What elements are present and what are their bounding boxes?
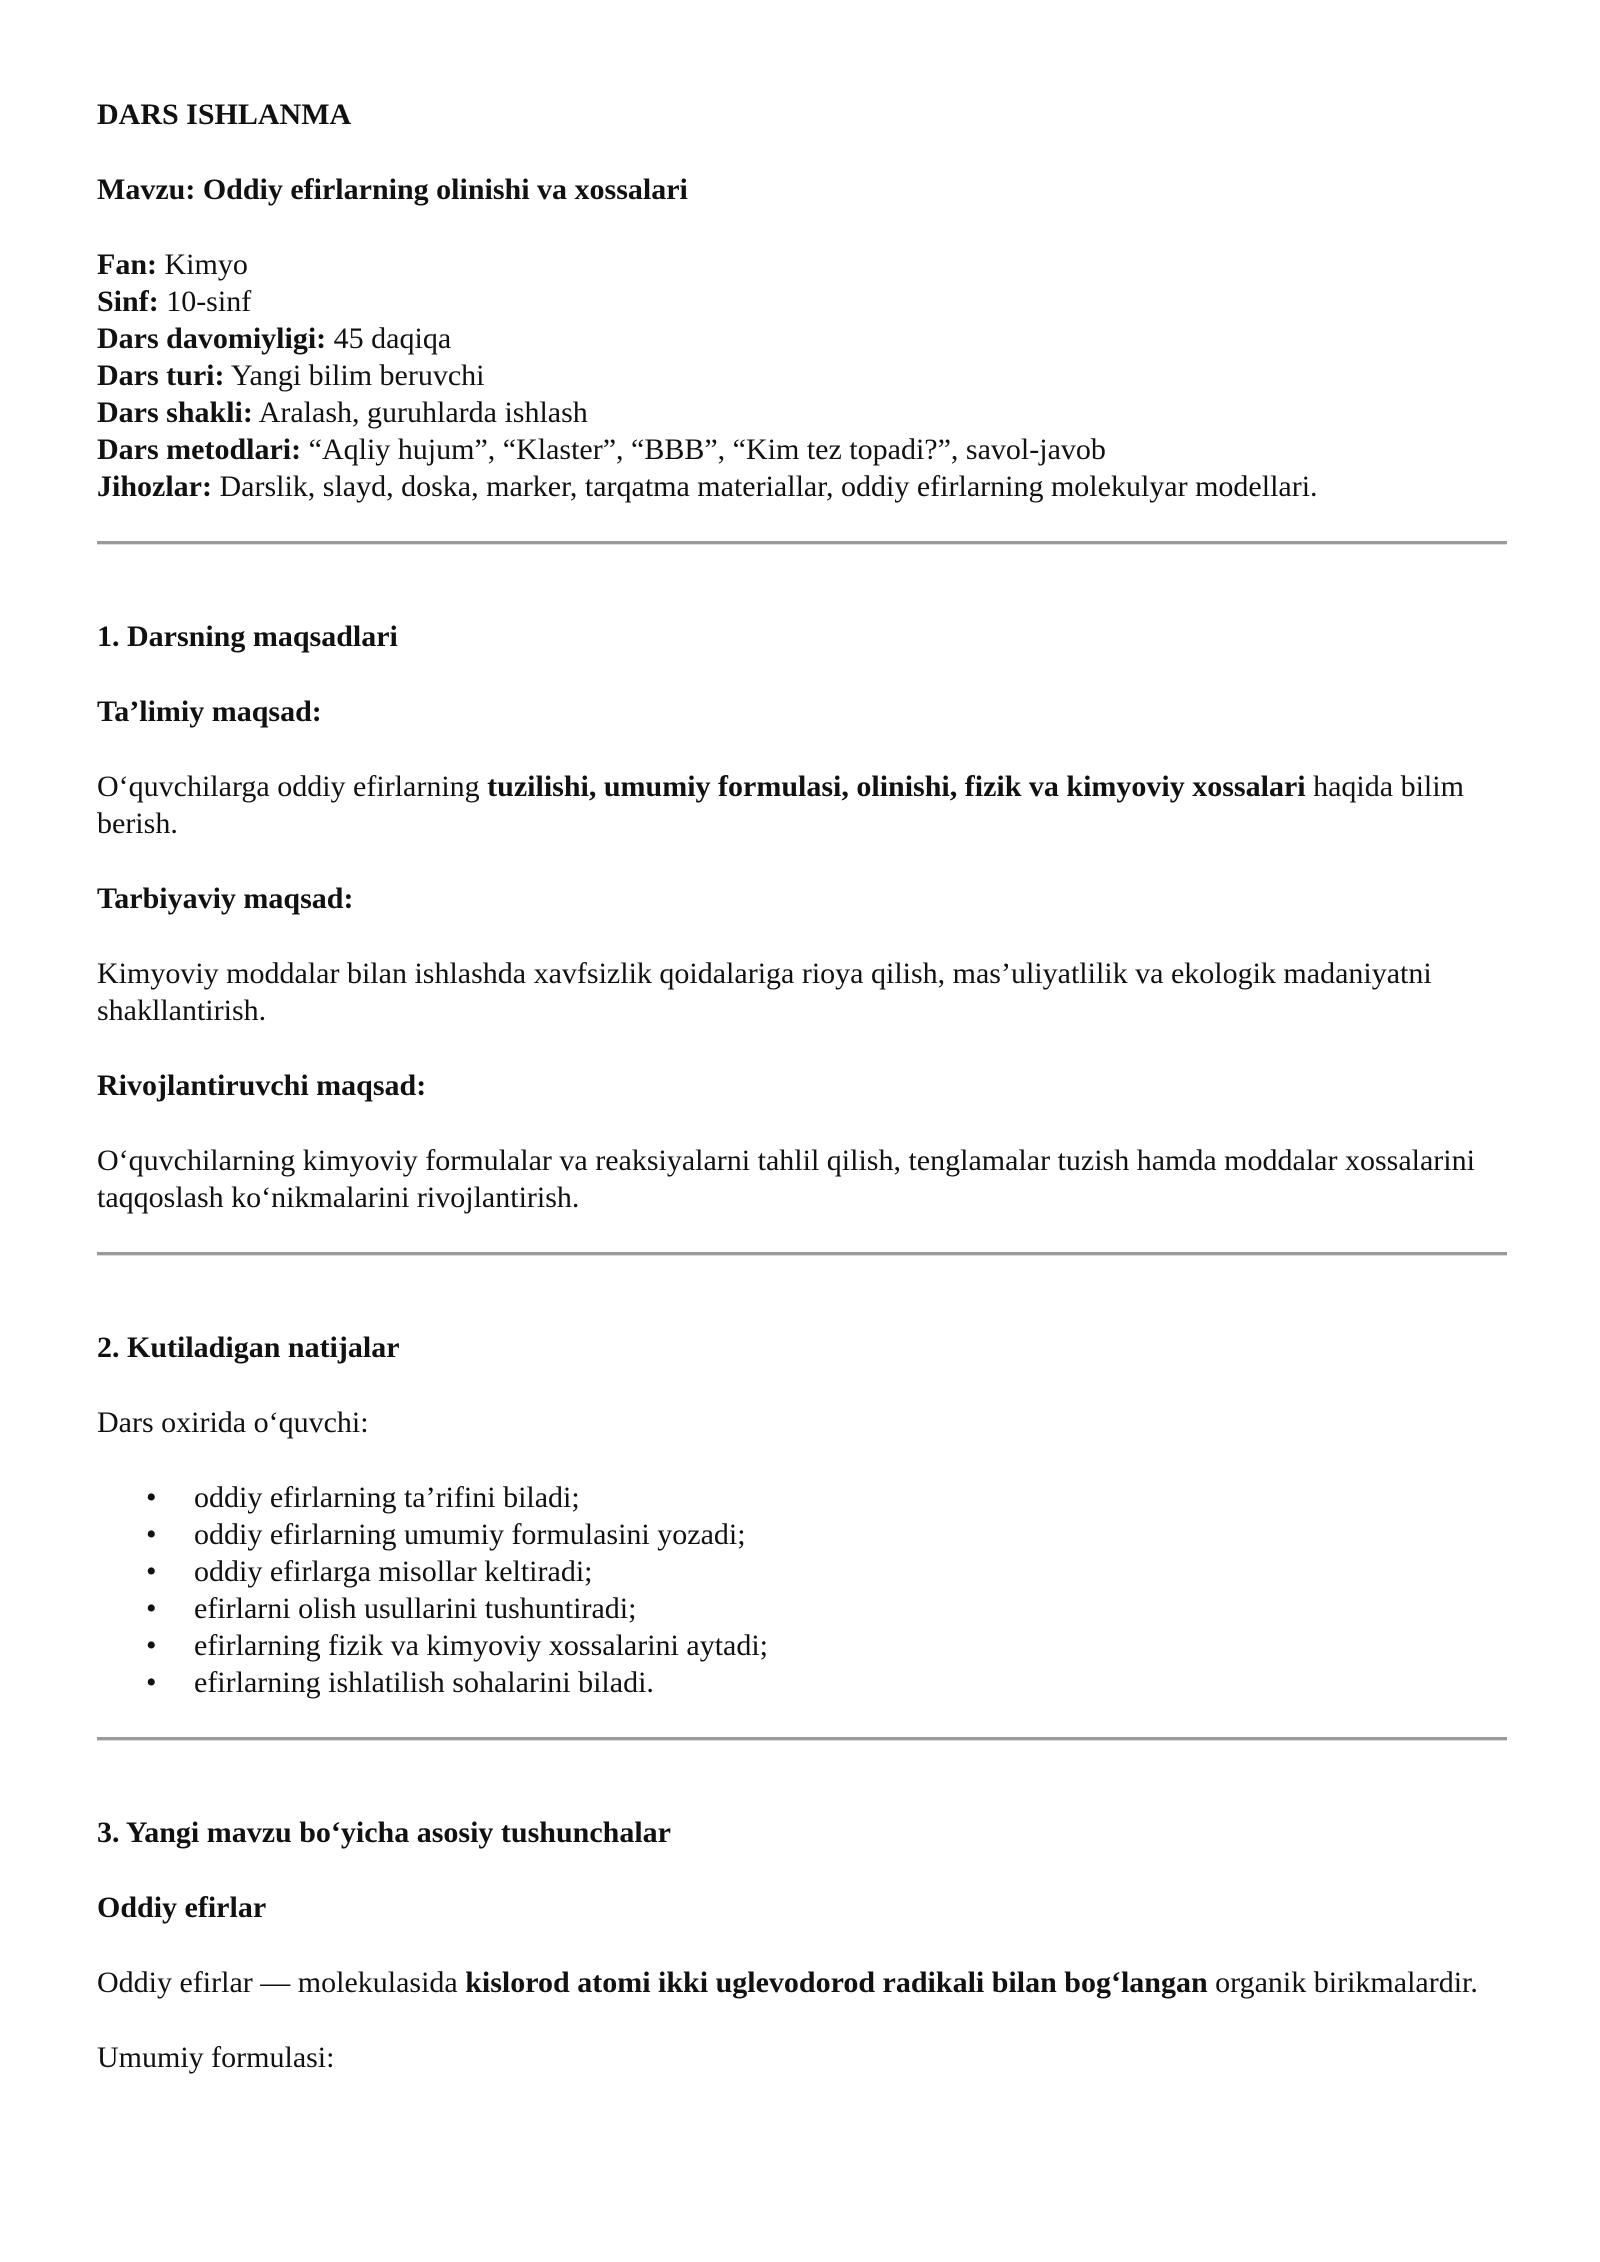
text-run-bold: tuzilishi, umumiy formulasi, olinishi, fizik va kimyoviy xossalari [487, 770, 1306, 803]
meta-value: Darslik, slayd, doska, marker, tarqatma materiallar, oddiy efirlarning molekulyar modellari. [211, 470, 1318, 503]
meta-label: Dars shakli: [97, 396, 253, 429]
document-title: DARS ISHLANMA [97, 98, 352, 131]
formula-label: Umumiy formulasi: [97, 2041, 335, 2074]
bullet-icon: • [146, 1629, 157, 1662]
meta-label: Dars turi: [97, 359, 225, 392]
paragraph-definition [97, 1964, 1507, 2001]
paragraph-rivojlantiruvchi: O‘quvchilarning kimyoviy formulalar va reaksiyalarni tahlil qilish, tenglamalar tuzish hamda moddalar xossalarini taqqoslash ko‘nikmalarini rivojlantirish. [97, 1144, 1475, 1214]
text-run: haqida bilim berish. [97, 770, 1464, 840]
section-heading-tushunchalar: 3. Yangi mavzu bo‘yicha asosiy tushunchalar [97, 1816, 671, 1849]
meta-value: Aralash, guruhlarda ishlash [252, 396, 588, 429]
bullet-icon: • [146, 1592, 157, 1625]
meta-line-shakli [97, 394, 1507, 431]
paragraph-tarbiyaviy: Kimyoviy moddalar bilan ishlashda xavfsizlik qoidalariga rioya qilish, mas’uliyatlilik va ekologik madaniyatni shakllantirish. [97, 957, 1432, 1027]
meta-value: Kimyo [157, 248, 248, 281]
text-run: Oddiy efirlar — molekulasida [97, 1966, 466, 1999]
subheading-oddiy-efirlar: Oddiy efirlar [97, 1891, 267, 1924]
paragraph-natijalar-intro: Dars oxirida o‘quvchi: [97, 1406, 369, 1439]
subheading-rivojlantiruvchi: Rivojlantiruvchi maqsad: [97, 1069, 427, 1102]
meta-line-sinf [97, 283, 1507, 320]
meta-block [97, 246, 1507, 505]
meta-label: Dars davomiyligi: [97, 322, 327, 355]
list-item-text: oddiy efirlarning ta’rifini biladi; [194, 1481, 580, 1514]
meta-value: 10-sinf [158, 285, 252, 318]
meta-line-turi [97, 357, 1507, 394]
horizontal-rule [97, 1252, 1507, 1255]
meta-line-metodlari [97, 431, 1507, 468]
meta-line-fan [97, 246, 1507, 283]
bullet-icon: • [146, 1555, 157, 1588]
list-item [146, 1664, 1507, 1701]
list-item-text: efirlarning fizik va kimyoviy xossalarini aytadi; [194, 1629, 769, 1662]
list-item-text: oddiy efirlarga misollar keltiradi; [194, 1555, 593, 1588]
topic-value: Oddiy efirlarning olinishi va xossalari [195, 173, 688, 206]
text-run: organik birikmalardir. [1207, 1966, 1478, 1999]
meta-value: 45 daqiqa [326, 322, 452, 355]
subheading-tarbiyaviy: Tarbiyaviy maqsad: [97, 882, 354, 915]
list-item-text: efirlarning ishlatilish sohalarini biladi. [194, 1666, 654, 1699]
meta-line-jihozlar [97, 468, 1507, 505]
topic-label: Mavzu: [97, 173, 196, 206]
horizontal-rule [97, 541, 1507, 544]
section-heading-natijalar: 2. Kutiladigan natijalar [97, 1331, 400, 1364]
topic-line [97, 171, 1507, 208]
bullet-icon: • [146, 1481, 157, 1514]
list-item [146, 1479, 1507, 1516]
meta-label: Jihozlar: [97, 470, 212, 503]
subheading-talimiy: Ta’limiy maqsad: [97, 695, 322, 728]
text-run: O‘quvchilarga oddiy efirlarning [97, 770, 488, 803]
list-item-text: oddiy efirlarning umumiy formulasini yozadi; [194, 1518, 746, 1551]
meta-value: Yangi bilim beruvchi [224, 359, 485, 392]
horizontal-rule [97, 1737, 1507, 1740]
list-item-text: efirlarni olish usullarini tushuntiradi; [194, 1592, 637, 1625]
document-page [97, 96, 1507, 2076]
list-item [146, 1553, 1507, 1590]
list-item [146, 1627, 1507, 1664]
bullet-icon: • [146, 1666, 157, 1699]
text-run-bold: kislorod atomi ikki uglevodorod radikali bilan bog‘langan [465, 1966, 1208, 1999]
paragraph-talimiy [97, 768, 1507, 842]
meta-line-davomiyligi [97, 320, 1507, 357]
list-item [146, 1590, 1507, 1627]
bullet-icon: • [146, 1518, 157, 1551]
meta-label: Sinf: [97, 285, 159, 318]
meta-label: Fan: [97, 248, 157, 281]
meta-label: Dars metodlari: [97, 433, 302, 466]
list-item [146, 1516, 1507, 1553]
outcomes-list [97, 1479, 1507, 1701]
section-heading-maqsadlari: 1. Darsning maqsadlari [97, 620, 398, 653]
meta-value: “Aqliy hujum”, “Klaster”, “BBB”, “Kim tez topadi?”, savol-javob [301, 433, 1106, 466]
